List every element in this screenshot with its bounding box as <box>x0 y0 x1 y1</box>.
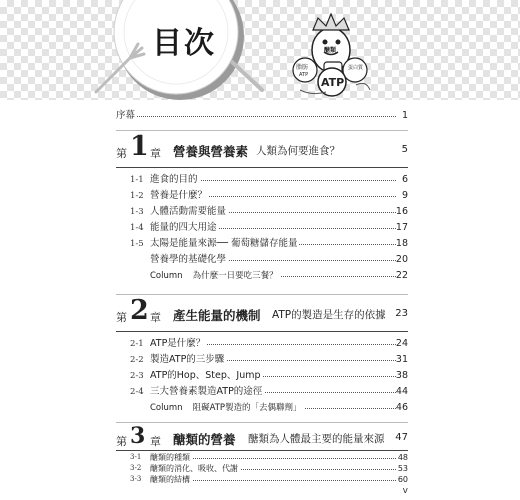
toc-entry-page: 17 <box>395 222 408 233</box>
toc-entry-label: 能量的四大用途 <box>150 220 219 236</box>
chapter-title: 產生能量的機制 <box>173 308 261 323</box>
toc-entry-page: 46 <box>395 402 408 413</box>
toc-entry-label: 製造ATP的三步驟 <box>150 352 226 368</box>
chapter-3-entries <box>0 452 520 486</box>
toc-entry-label: 營養學的基礎化學 <box>150 252 228 268</box>
toc-entry-number: 3-1 <box>130 453 142 461</box>
toc-entry-page: 24 <box>395 338 408 349</box>
toc-entry-number: 1-5 <box>130 239 144 249</box>
column-title: 阻礙ATP製造的「去偶聯劑」 <box>192 403 302 413</box>
chapter-prefix: 第 <box>116 311 127 324</box>
chapter-1-heading[interactable] <box>0 131 520 162</box>
toc-entry-page: 31 <box>395 354 408 365</box>
chapter-page: 5 <box>401 144 408 155</box>
chapter-2-heading[interactable] <box>0 295 520 326</box>
chapter-suffix: 章 <box>150 147 161 160</box>
chapter-subtitle: 人類為何要進食？ <box>256 145 340 157</box>
mascot-badge-atp-main: ATP <box>321 76 345 89</box>
toc-entry[interactable] <box>0 368 520 384</box>
toc-entry-page: 18 <box>395 238 408 249</box>
toc-entry[interactable] <box>0 220 520 236</box>
page-title: 目次 <box>152 26 216 61</box>
toc-column-entry[interactable] <box>0 400 520 416</box>
toc-entry-number: 2-2 <box>130 355 144 365</box>
toc-entry[interactable] <box>0 204 520 220</box>
toc-entry-number: 1-4 <box>130 223 144 233</box>
chapter-subtitle: ATP的製造是生存的依據 <box>272 309 386 321</box>
toc-entry-number: 3-3 <box>130 475 142 483</box>
chapter-number: 3 <box>130 423 146 449</box>
toc-entry-label: 醣類的結構 <box>150 475 190 484</box>
toc-entry[interactable] <box>0 384 520 400</box>
toc-entry-label: 進食的目的 <box>150 172 200 188</box>
toc-entry-label: 人體活動需要能量 <box>150 204 228 220</box>
toc-entry-label <box>150 268 280 284</box>
toc-entry-label <box>150 400 304 416</box>
toc-entry-page: 20 <box>395 254 408 265</box>
toc-entry-page: 6 <box>401 174 408 185</box>
toc-entry[interactable] <box>0 336 520 352</box>
toc-entry-page: 22 <box>395 270 408 281</box>
toc-entry-page: 48 <box>397 453 408 462</box>
column-title: 為什麼一日要吃三餐？ <box>192 271 278 281</box>
toc-entry-number: 1-3 <box>130 207 144 217</box>
toc-column-entry[interactable] <box>0 268 520 284</box>
toc-entry-page: 60 <box>397 475 408 484</box>
toc-entry-page: 1 <box>401 110 408 121</box>
toc-entry-preface[interactable] <box>0 108 520 124</box>
mascot-badge-protein: 蛋白質 <box>348 65 364 71</box>
toc-entry-number: 2-4 <box>130 387 144 397</box>
chapter-number: 1 <box>130 131 149 162</box>
toc-entry-number: 1-1 <box>130 175 144 185</box>
chapter-suffix: 章 <box>150 435 161 448</box>
toc-entry-number: 2-1 <box>130 339 144 349</box>
toc-entry[interactable] <box>0 252 520 268</box>
toc-entry-label: 序幕 <box>116 108 137 124</box>
toc-entry-page: 9 <box>401 190 408 201</box>
chapter-3-heading[interactable] <box>0 423 520 449</box>
chapter-bottom-rule <box>116 167 408 168</box>
mascot-badge-sugar: 醣類 <box>324 47 337 54</box>
toc-entry[interactable] <box>0 474 520 485</box>
column-tag: Column <box>150 403 183 413</box>
toc-entry-label: 三大營養素製造ATP的途徑 <box>150 384 264 400</box>
toc-entry-page: 16 <box>395 206 408 217</box>
toc-entry-label: ATP是什麼？ <box>150 336 207 352</box>
toc-entry[interactable] <box>0 188 520 204</box>
chapter-title: 醣類的營養 <box>173 432 236 447</box>
leader-dots <box>130 116 396 117</box>
chapter-page: 47 <box>395 432 408 443</box>
toc-entry-number: 1-2 <box>130 191 144 201</box>
column-tag: Column <box>150 271 183 281</box>
toc-entry-label: ATP的Hop、Step、Jump <box>150 368 263 384</box>
chapter-prefix: 第 <box>116 435 127 448</box>
toc-entry-label: 營養是什麼？ <box>150 188 209 204</box>
toc-entry-number: 2-3 <box>130 371 144 381</box>
toc-entry[interactable] <box>0 236 520 252</box>
chapter-top-rule <box>116 422 408 423</box>
toc-entry-number: 3-2 <box>130 464 142 472</box>
chapter-top-rule <box>116 130 408 131</box>
toc-entry[interactable] <box>0 463 520 474</box>
toc-entry[interactable] <box>0 172 520 188</box>
chapter-subtitle: 醣類為人體最主要的能量來源 <box>248 433 385 445</box>
toc-entry[interactable] <box>0 452 520 463</box>
chapter-number: 2 <box>130 295 149 326</box>
mascot-badge-atp-small: ATP <box>299 72 309 78</box>
chapter-bottom-rule <box>116 331 408 332</box>
header-banner <box>0 0 520 100</box>
chapter-3-entries-continued <box>0 0 1 1</box>
header-illustration <box>0 0 520 100</box>
chapter-title: 營養與營養素 <box>173 144 249 159</box>
toc-entry[interactable] <box>0 352 520 368</box>
chapter-page: 23 <box>395 308 408 319</box>
toc-entry-page: 44 <box>395 386 408 397</box>
mascot-badge-fat: 脂肪 <box>296 64 309 71</box>
toc-entry-label: 醣類的種類 <box>150 453 190 462</box>
toc-entry-page: 53 <box>397 464 408 473</box>
knife-icon <box>232 62 262 90</box>
chapter-prefix: 第 <box>116 147 127 160</box>
toc-entry-page: 38 <box>395 370 408 381</box>
toc-entry-label: 醣類的消化、吸收、代謝 <box>150 464 238 473</box>
toc-entry-label: 太陽是能量來源── 葡萄糖儲存能量 <box>150 236 299 252</box>
page-folio: v <box>402 486 408 496</box>
chapter-top-rule <box>116 294 408 295</box>
toc-entry-number <box>0 0 1 1</box>
chapter-suffix: 章 <box>150 311 161 324</box>
chapter-bottom-rule <box>116 450 408 451</box>
